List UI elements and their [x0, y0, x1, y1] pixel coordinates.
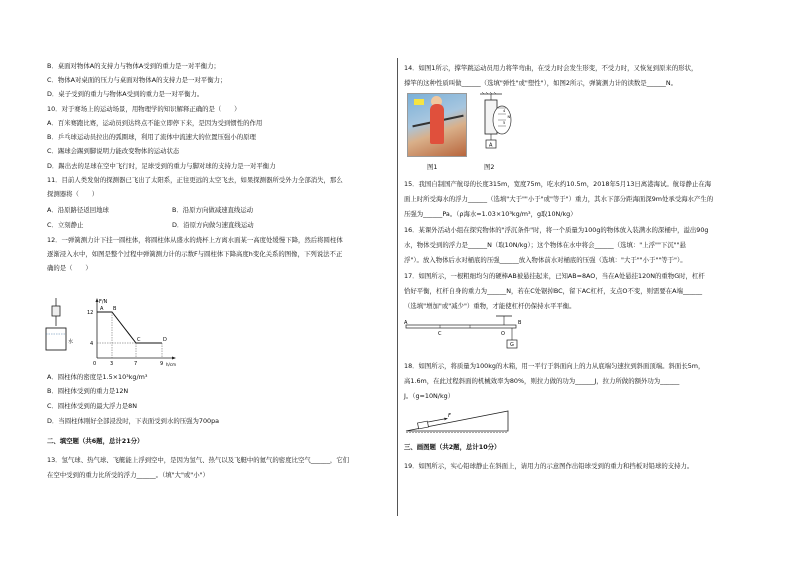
q9-option-d: D．桌子受到的重力与物体A受到的重力是一对平衡力。: [47, 90, 204, 98]
lever-g-label: G: [510, 342, 514, 348]
beaker-apparatus: [46, 298, 73, 350]
force-height-graph: [87, 298, 176, 367]
q16-line1: 16．某课外活动小组在探究物体的"浮沉条件"时，将一个质量为100g的物体放入装满水的深桶中，溢出90g: [404, 226, 709, 234]
scale-unit-label: N: [507, 115, 511, 119]
pole-vault-photo: [407, 93, 467, 157]
figure-2-caption: 图2: [484, 163, 495, 171]
y-tick-12: 12: [87, 310, 94, 316]
x-tick-3: 3: [110, 361, 114, 367]
q11-option-b: B．沿原方向做减速直线运动: [172, 206, 254, 214]
point-c-label: C: [137, 337, 141, 343]
q12-option-c: C．圆柱体受到的最大浮力是8N: [47, 402, 137, 410]
left-column: [0, 0, 396, 562]
scale-tick-5: 5: [503, 121, 506, 125]
point-d-label: D: [163, 337, 167, 343]
q14-line2: 撑竿的这种性质叫做______（选填"弹性"或"塑性"），如图2所示，弹簧测力计的读数是______N。: [404, 79, 678, 87]
q16-line3: 浮"）。放入物体后水对桶底的压强______放入物体前水对桶底的压强（选填："大于""小于""等于"）。: [404, 256, 687, 264]
q10-stem: 10．对于赛场上的运动场景，用物理学的知识解释正确的是（ ）: [47, 105, 241, 113]
q14-line1: 14．如图1所示，撑竿跳运动员用力将竿弯曲，在受力时会发生形变，不受力时，又恢复到原来的形状，: [404, 64, 698, 72]
lever-c-label: C: [438, 331, 442, 337]
q12-stem-line3: 确的是（ ）: [47, 264, 92, 272]
q19-line1: 19．如图所示，实心铅球静止在斜面上，请用力的示意图作出铅球受到的重力和挡板对铅球的支持力。: [404, 462, 694, 470]
spring-scale-figure: [472, 92, 512, 156]
q17-line1: 17．如图所示，一根粗细均匀的硬棒AB被悬挂起来，已知AB=8AO，当在A处悬挂120N的重物G时，杠杆: [404, 272, 705, 280]
x-tick-9: 9: [160, 361, 164, 367]
q15-line3: 压强为______Pa。（ρ海水=1.03×10³kg/m³，g取10N/kg）: [404, 210, 577, 218]
water-label: 水: [68, 339, 74, 345]
force-f-label: F: [448, 413, 451, 419]
figure-1-caption: 图1: [427, 163, 438, 171]
lever-figure: [404, 314, 534, 354]
q15-line1: 15．我国自制国产航母的长度315m，宽度75m，吃水约10.5m，2018年5月13日离港海试。航母静止在海: [404, 180, 712, 188]
graph-x-label: h/cm: [166, 362, 176, 367]
q11-option-d: D．沿原方向做匀速直线运动: [172, 221, 254, 229]
q16-line2: 水，物体受到的浮力是______N（取10N/kg）；这个物体在水中将会______（选填："上浮""下沉""悬: [404, 241, 686, 249]
incline-figure: [404, 405, 514, 435]
q15-line2: 面上时所受海水的浮力______（选填"大于""小于"或"等于"）重力，其水下部分距海面深9m处承受海水产生的: [404, 195, 714, 203]
y-tick-4: 4: [90, 341, 94, 347]
q11-stem-line2: 探测器将（ ）: [47, 190, 99, 198]
section-fill-in-heading: 二、填空题（共6题，总计21分）: [47, 437, 144, 445]
q12-figure: [42, 296, 192, 368]
q10-option-b: B．乒乓球运动员拉出的弧圈球，利用了流体中流速大的位置压强小的原理: [47, 133, 256, 141]
q17-line3: （选填"增加"或"减少"）重物，才能使杠杆仍保持水平平衡。: [404, 302, 576, 310]
q18-line1: 18．如图所示，将质量为100kg的木箱，用一平行于斜面向上的力从底端匀速拉到斜面顶端。斜面长5m，: [404, 362, 705, 370]
x-tick-7: 7: [134, 361, 138, 367]
q12-option-a: A．圆柱体的密度是1.5×10³kg/m³: [47, 373, 148, 381]
q9-option-c: C．物体A对桌面的压力与桌面对物体A的支持力是一对平衡力；: [47, 76, 227, 84]
q10-option-c: C．踢球会踢到脚说明力能改变物体的运动状态: [47, 147, 180, 155]
q12-stem-line2: 逐渐浸入水中，如图是整个过程中弹簧测力计的示数F与圆柱体下降高度h变化关系的图像，下列说法不正: [47, 250, 343, 258]
section-drawing-heading: 三、画图题（共2题，总计10分）: [404, 443, 501, 451]
q13-line2: 在空中受到的重力比所受的浮力______。（填"大"或"小"）: [47, 471, 209, 479]
q9-option-b: B．桌面对物体A的支持力与物体A受到的重力是一对平衡力；: [47, 62, 220, 70]
q13-line1: 13．氢气球、热气球、飞艇能上浮到空中，是因为氢气、热气以及飞艇中的氦气的密度比空气______，它们: [47, 456, 350, 464]
lever-a-label: A: [404, 320, 408, 326]
q12-stem-line1: 12．一弹簧测力计下挂一圆柱体，将圆柱体从盛水的烧杯上方离水面某一高度处缓慢下降，然后将圆柱体: [47, 236, 343, 244]
point-a-label: A: [100, 306, 104, 312]
x-tick-0: 0: [93, 361, 97, 367]
q17-line2: 恰好平衡，杠杆自身的重力为______N，若在C处锯掉BC，留下AC杠杆，支点O不变，则需要在A端______: [404, 287, 703, 295]
q12-option-d: D．当圆柱体刚好全部浸没时，下表面受到水的压强为700pa: [47, 417, 220, 425]
q12-option-b: B．圆柱体受到的重力是12N: [47, 387, 129, 395]
q11-option-a: A．沿原路径返回地球: [47, 206, 109, 214]
right-column: [398, 0, 794, 562]
lever-b-label: B: [518, 320, 522, 326]
q18-line2: 高1.6m，在此过程斜面的机械效率为80%，则拉力做的功为______J，拉力所做的额外功为______: [404, 377, 680, 385]
q11-option-c: C．立刻静止: [47, 221, 84, 229]
q10-option-d: D．踢出去的足球在空中飞行时，足球受到的重力与脚对球的支持力是一对平衡力: [47, 162, 276, 170]
q18-line3: J。（g=10N/kg）: [404, 392, 455, 400]
scale-tick-4: 4: [503, 109, 506, 113]
point-b-label: B: [113, 306, 117, 312]
lever-o-label: O: [501, 331, 505, 337]
q11-stem-line1: 11．目前人类发射的探测器已飞出了太阳系，正往更远的太空飞去，如果探测器所受外力全部消失，那么: [47, 176, 343, 184]
graph-y-label: F/N: [99, 299, 108, 305]
q10-option-a: A．百米赛跑比赛，运动员到达终点不能立即停下来，是因为受到惯性的作用: [47, 119, 263, 127]
weight-a-label: A: [489, 142, 493, 149]
